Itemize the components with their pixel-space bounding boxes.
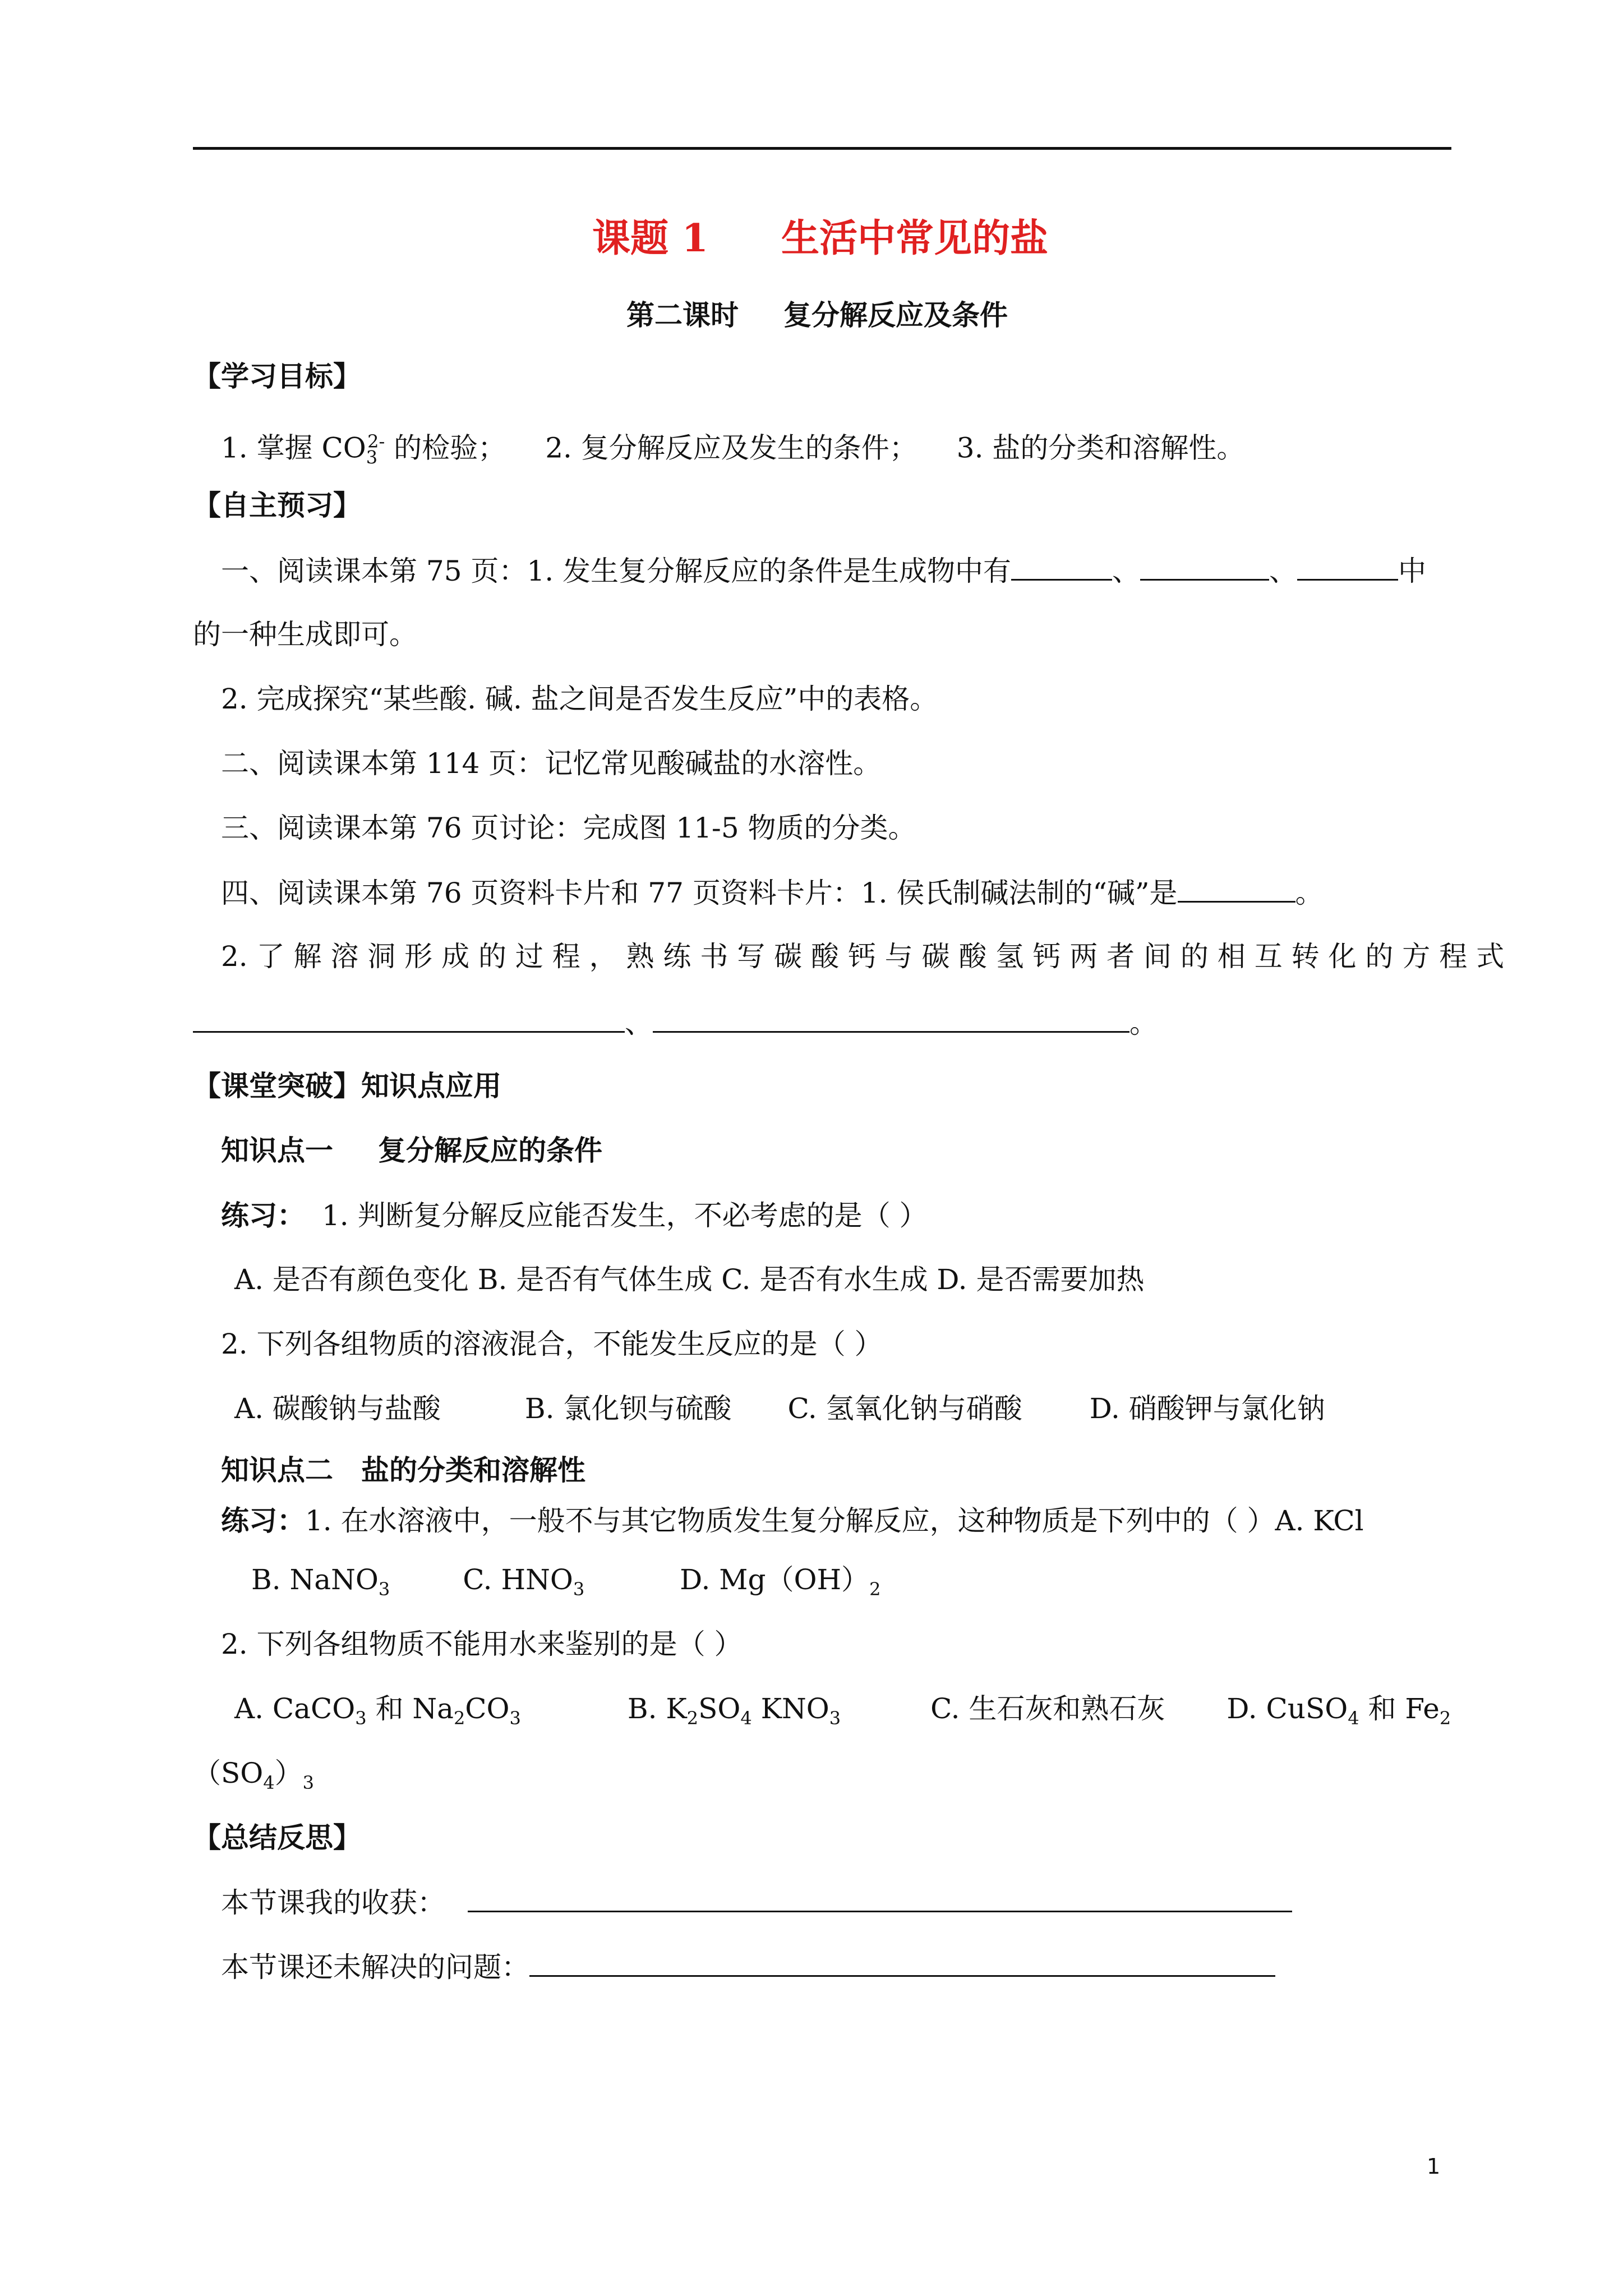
preview-item-4: 三、阅读课本第 76 页讨论：完成图 11-5 物质的分类。 xyxy=(221,812,916,844)
preview-item-1: 一、阅读课本第 75 页：1. 发生复分解反应的条件是生成物中有 、 、 中 xyxy=(221,553,1426,588)
exercise-4-options-cont: $(SO_4)_3$ xyxy=(193,1757,314,1793)
summary-gain: 本节课我的收获： xyxy=(221,1885,1292,1920)
knowledge-point-1: 知识点一 复分解反应的条件 xyxy=(221,1134,602,1167)
fill-blank[interactable] xyxy=(468,1885,1292,1912)
preview-item-6-blanks: 、 。 xyxy=(193,1005,1158,1041)
exercise-1-options: A. 是否有颜色变化 B. 是否有气体生成 C. 是否有水生成 D. 是否需要加热 xyxy=(234,1263,1145,1296)
summary-unsolved: 本节课还未解决的问题： xyxy=(221,1949,1275,1985)
objectives-list: 1. 掌握 $CO_3^{2-}$ 的检验； 2. 复分解反应及发生的条件； 3. 盐的分类和溶解性。 xyxy=(221,431,1245,468)
preview-heading: 【自主预习】 xyxy=(193,489,361,522)
fill-blank[interactable] xyxy=(1178,875,1295,903)
fill-blank[interactable] xyxy=(1011,553,1112,581)
classroom-heading: 【课堂突破】知识点应用 xyxy=(193,1069,501,1102)
summary-heading: 【总结反思】 xyxy=(193,1821,361,1854)
fill-blank[interactable] xyxy=(653,1005,1129,1033)
exercise-4-question: 2. 下列各组物质不能用水来鉴别的是（ ） xyxy=(221,1628,743,1660)
preview-item-6: 2. 了 解 溶 洞 形 成 的 过 程 ， 熟 练 书 写 碳 酸 钙 与 碳 酸 氢 钙 两 者 间 的 相 互 转 化 的 方 程 式 xyxy=(221,940,1505,973)
exercise-3-options: B. NaNO$_3$ C. $HNO_3$ D. $Mg(OH)_2$ xyxy=(251,1563,881,1600)
fill-blank[interactable] xyxy=(1297,553,1398,581)
exercise-1-question: 练习： 1. 判断复分解反应能否发生，不必考虑的是（ ） xyxy=(221,1199,928,1232)
exercise-2-question: 2. 下列各组物质的溶液混合，不能发生反应的是（ ） xyxy=(221,1328,883,1360)
fill-blank[interactable] xyxy=(193,1005,625,1033)
knowledge-point-2: 知识点二 盐的分类和溶解性 xyxy=(221,1453,585,1487)
header-rule xyxy=(193,147,1451,150)
exercise-4-options: A. CaCO$_3$ 和 $Na_2CO_3$ B. $K_2SO_4$ $KNO_3$ C. 生石灰和熟石灰 D. CuSO$_4$ 和 $Fe_2$ xyxy=(234,1692,1451,1729)
page-number: 1 xyxy=(1427,2154,1441,2179)
exercise-3-question: 练习：1. 在水溶液中，一般不与其它物质发生复分解反应，这种物质是下列中的（ ）A. KCl xyxy=(221,1504,1364,1537)
page-title: 课题 1 生活中常见的盐 xyxy=(592,216,1049,261)
fill-blank[interactable] xyxy=(1140,553,1269,581)
fill-blank[interactable] xyxy=(529,1949,1275,1977)
exercise-2-options: A. 碳酸钠与盐酸 B. 氯化钡与硫酸 C. 氢氧化钠与硝酸 D. 硝酸钾与氯化钠 xyxy=(234,1392,1325,1425)
preview-item-5: 四、阅读课本第 76 页资料卡片和 77 页资料卡片：1. 侯氏制碱法制的“碱”是 。 xyxy=(221,875,1324,910)
preview-item-3: 二、阅读课本第 114 页：记忆常见酸碱盐的水溶性。 xyxy=(221,747,882,780)
lesson-subtitle: 第二课时 复分解反应及条件 xyxy=(626,298,1008,332)
preview-item-2: 2. 完成探究“某些酸. 碱. 盐之间是否发生反应”中的表格。 xyxy=(221,683,938,715)
preview-item-1-cont: 的一种生成即可。 xyxy=(193,618,417,651)
objectives-heading: 【学习目标】 xyxy=(193,360,361,393)
